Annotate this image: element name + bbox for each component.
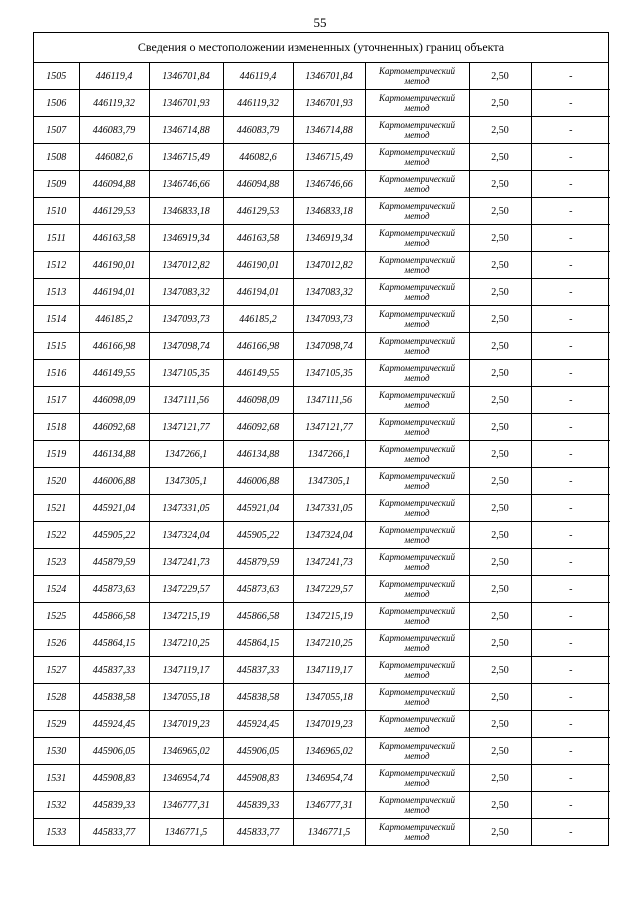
precision-cell: 2,50 (469, 522, 531, 549)
refined-y-cell: 1346746,66 (293, 171, 365, 198)
table-row (34, 657, 610, 684)
existing-y-cell: 1347324,04 (149, 522, 223, 549)
note-cell: - (531, 387, 610, 414)
method-cell: Картометрический метод (365, 171, 469, 198)
existing-y-cell: 1347121,77 (149, 414, 223, 441)
point-number-cell: 1514 (34, 306, 79, 333)
point-number-cell: 1524 (34, 576, 79, 603)
refined-x-cell: 445837,33 (223, 657, 293, 684)
existing-y-cell: 1347210,25 (149, 630, 223, 657)
point-number-cell: 1517 (34, 387, 79, 414)
method-cell: Картометрический метод (365, 468, 469, 495)
table-body (34, 63, 610, 845)
refined-y-cell: 1347305,1 (293, 468, 365, 495)
existing-y-cell: 1347083,32 (149, 279, 223, 306)
table-row (34, 468, 610, 495)
refined-x-cell: 445866,58 (223, 603, 293, 630)
note-cell: - (531, 549, 610, 576)
precision-cell: 2,50 (469, 711, 531, 738)
existing-x-cell: 445879,59 (79, 549, 149, 576)
note-cell: - (531, 306, 610, 333)
point-number-cell: 1512 (34, 252, 79, 279)
point-number-cell: 1520 (34, 468, 79, 495)
refined-y-cell: 1346833,18 (293, 198, 365, 225)
method-cell: Картометрический метод (365, 549, 469, 576)
table-row (34, 819, 610, 846)
existing-x-cell: 446082,6 (79, 144, 149, 171)
method-cell: Картометрический метод (365, 360, 469, 387)
refined-x-cell: 445921,04 (223, 495, 293, 522)
refined-y-cell: 1346701,93 (293, 90, 365, 117)
refined-x-cell: 446082,6 (223, 144, 293, 171)
refined-y-cell: 1346954,74 (293, 765, 365, 792)
existing-y-cell: 1347305,1 (149, 468, 223, 495)
existing-x-cell: 446185,2 (79, 306, 149, 333)
existing-y-cell: 1347241,73 (149, 549, 223, 576)
table-row (34, 279, 610, 306)
method-cell: Картометрический метод (365, 225, 469, 252)
point-number-cell: 1522 (34, 522, 79, 549)
method-cell: Картометрический метод (365, 765, 469, 792)
existing-x-cell: 446006,88 (79, 468, 149, 495)
point-number-cell: 1521 (34, 495, 79, 522)
table-row (34, 414, 610, 441)
table-row (34, 792, 610, 819)
existing-y-cell: 1347098,74 (149, 333, 223, 360)
existing-x-cell: 445833,77 (79, 819, 149, 846)
existing-x-cell: 445924,45 (79, 711, 149, 738)
existing-y-cell: 1346771,5 (149, 819, 223, 846)
precision-cell: 2,50 (469, 495, 531, 522)
precision-cell: 2,50 (469, 306, 531, 333)
existing-y-cell: 1347111,56 (149, 387, 223, 414)
precision-cell: 2,50 (469, 765, 531, 792)
refined-x-cell: 445879,59 (223, 549, 293, 576)
precision-cell: 2,50 (469, 441, 531, 468)
refined-x-cell: 446006,88 (223, 468, 293, 495)
note-cell: - (531, 333, 610, 360)
existing-x-cell: 445908,83 (79, 765, 149, 792)
method-cell: Картометрический метод (365, 63, 469, 90)
existing-y-cell: 1347229,57 (149, 576, 223, 603)
note-cell: - (531, 279, 610, 306)
note-cell: - (531, 657, 610, 684)
refined-x-cell: 445838,58 (223, 684, 293, 711)
table-row (34, 549, 610, 576)
existing-x-cell: 446190,01 (79, 252, 149, 279)
existing-y-cell: 1346701,84 (149, 63, 223, 90)
point-number-cell: 1525 (34, 603, 79, 630)
existing-x-cell: 446149,55 (79, 360, 149, 387)
table-row (34, 360, 610, 387)
existing-y-cell: 1346954,74 (149, 765, 223, 792)
table-row (34, 144, 610, 171)
table-row (34, 441, 610, 468)
existing-x-cell: 446119,32 (79, 90, 149, 117)
refined-y-cell: 1346715,49 (293, 144, 365, 171)
point-number-cell: 1526 (34, 630, 79, 657)
precision-cell: 2,50 (469, 279, 531, 306)
table-title: Сведения о местоположении измененных (уточненных) границ объекта (34, 33, 608, 63)
note-cell: - (531, 711, 610, 738)
existing-x-cell: 445837,33 (79, 657, 149, 684)
precision-cell: 2,50 (469, 414, 531, 441)
precision-cell: 2,50 (469, 603, 531, 630)
precision-cell: 2,50 (469, 576, 531, 603)
precision-cell: 2,50 (469, 387, 531, 414)
point-number-cell: 1519 (34, 441, 79, 468)
existing-y-cell: 1346919,34 (149, 225, 223, 252)
point-number-cell: 1533 (34, 819, 79, 846)
point-number-cell: 1513 (34, 279, 79, 306)
refined-x-cell: 446166,98 (223, 333, 293, 360)
precision-cell: 2,50 (469, 225, 531, 252)
precision-cell: 2,50 (469, 738, 531, 765)
precision-cell: 2,50 (469, 630, 531, 657)
refined-y-cell: 1346777,31 (293, 792, 365, 819)
table-row (34, 765, 610, 792)
method-cell: Картометрический метод (365, 90, 469, 117)
note-cell: - (531, 252, 610, 279)
existing-y-cell: 1346714,88 (149, 117, 223, 144)
refined-y-cell: 1346701,84 (293, 63, 365, 90)
point-number-cell: 1507 (34, 117, 79, 144)
existing-x-cell: 445906,05 (79, 738, 149, 765)
precision-cell: 2,50 (469, 117, 531, 144)
existing-y-cell: 1346715,49 (149, 144, 223, 171)
existing-x-cell: 445838,58 (79, 684, 149, 711)
point-number-cell: 1515 (34, 333, 79, 360)
method-cell: Картометрический метод (365, 657, 469, 684)
refined-x-cell: 446098,09 (223, 387, 293, 414)
refined-x-cell: 445873,63 (223, 576, 293, 603)
precision-cell: 2,50 (469, 657, 531, 684)
point-number-cell: 1508 (34, 144, 79, 171)
existing-x-cell: 445921,04 (79, 495, 149, 522)
existing-y-cell: 1346965,02 (149, 738, 223, 765)
method-cell: Картометрический метод (365, 117, 469, 144)
method-cell: Картометрический метод (365, 306, 469, 333)
refined-y-cell: 1347121,77 (293, 414, 365, 441)
refined-y-cell: 1347331,05 (293, 495, 365, 522)
point-number-cell: 1505 (34, 63, 79, 90)
existing-x-cell: 446092,68 (79, 414, 149, 441)
point-number-cell: 1511 (34, 225, 79, 252)
point-number-cell: 1531 (34, 765, 79, 792)
note-cell: - (531, 603, 610, 630)
existing-y-cell: 1347019,23 (149, 711, 223, 738)
existing-x-cell: 445839,33 (79, 792, 149, 819)
existing-y-cell: 1347105,35 (149, 360, 223, 387)
refined-x-cell: 446185,2 (223, 306, 293, 333)
note-cell: - (531, 225, 610, 252)
note-cell: - (531, 495, 610, 522)
point-number-cell: 1523 (34, 549, 79, 576)
note-cell: - (531, 576, 610, 603)
precision-cell: 2,50 (469, 468, 531, 495)
table-row (34, 630, 610, 657)
table-row (34, 252, 610, 279)
existing-y-cell: 1346777,31 (149, 792, 223, 819)
precision-cell: 2,50 (469, 360, 531, 387)
note-cell: - (531, 819, 610, 846)
table-row (34, 522, 610, 549)
existing-x-cell: 446166,98 (79, 333, 149, 360)
precision-cell: 2,50 (469, 144, 531, 171)
method-cell: Картометрический метод (365, 333, 469, 360)
note-cell: - (531, 414, 610, 441)
note-cell: - (531, 198, 610, 225)
table-row (34, 198, 610, 225)
method-cell: Картометрический метод (365, 441, 469, 468)
refined-x-cell: 445864,15 (223, 630, 293, 657)
point-number-cell: 1506 (34, 90, 79, 117)
note-cell: - (531, 630, 610, 657)
existing-y-cell: 1346701,93 (149, 90, 223, 117)
table-row (34, 738, 610, 765)
refined-x-cell: 445839,33 (223, 792, 293, 819)
point-number-cell: 1532 (34, 792, 79, 819)
method-cell: Картометрический метод (365, 522, 469, 549)
refined-x-cell: 445908,83 (223, 765, 293, 792)
note-cell: - (531, 468, 610, 495)
method-cell: Картометрический метод (365, 711, 469, 738)
method-cell: Картометрический метод (365, 819, 469, 846)
boundary-table-sheet (33, 32, 609, 846)
existing-x-cell: 446134,88 (79, 441, 149, 468)
point-number-cell: 1530 (34, 738, 79, 765)
refined-y-cell: 1347229,57 (293, 576, 365, 603)
existing-x-cell: 446119,4 (79, 63, 149, 90)
method-cell: Картометрический метод (365, 738, 469, 765)
note-cell: - (531, 144, 610, 171)
refined-y-cell: 1347093,73 (293, 306, 365, 333)
method-cell: Картометрический метод (365, 252, 469, 279)
refined-y-cell: 1347019,23 (293, 711, 365, 738)
method-cell: Картометрический метод (365, 279, 469, 306)
refined-y-cell: 1346965,02 (293, 738, 365, 765)
existing-y-cell: 1347012,82 (149, 252, 223, 279)
note-cell: - (531, 171, 610, 198)
precision-cell: 2,50 (469, 198, 531, 225)
precision-cell: 2,50 (469, 549, 531, 576)
note-cell: - (531, 792, 610, 819)
method-cell: Картометрический метод (365, 630, 469, 657)
refined-y-cell: 1347324,04 (293, 522, 365, 549)
point-number-cell: 1518 (34, 414, 79, 441)
refined-x-cell: 446129,53 (223, 198, 293, 225)
refined-y-cell: 1347215,19 (293, 603, 365, 630)
precision-cell: 2,50 (469, 684, 531, 711)
point-number-cell: 1528 (34, 684, 79, 711)
refined-y-cell: 1347098,74 (293, 333, 365, 360)
refined-y-cell: 1347119,17 (293, 657, 365, 684)
coordinates-table (34, 63, 610, 845)
table-row (34, 684, 610, 711)
table-row (34, 603, 610, 630)
existing-y-cell: 1346746,66 (149, 171, 223, 198)
refined-x-cell: 446163,58 (223, 225, 293, 252)
refined-x-cell: 445905,22 (223, 522, 293, 549)
precision-cell: 2,50 (469, 171, 531, 198)
existing-y-cell: 1347119,17 (149, 657, 223, 684)
method-cell: Картометрический метод (365, 603, 469, 630)
precision-cell: 2,50 (469, 252, 531, 279)
method-cell: Картометрический метод (365, 144, 469, 171)
note-cell: - (531, 684, 610, 711)
table-row (34, 387, 610, 414)
point-number-cell: 1527 (34, 657, 79, 684)
note-cell: - (531, 117, 610, 144)
refined-y-cell: 1347210,25 (293, 630, 365, 657)
existing-x-cell: 446083,79 (79, 117, 149, 144)
note-cell: - (531, 90, 610, 117)
existing-x-cell: 446098,09 (79, 387, 149, 414)
note-cell: - (531, 522, 610, 549)
note-cell: - (531, 738, 610, 765)
refined-x-cell: 445924,45 (223, 711, 293, 738)
method-cell: Картометрический метод (365, 495, 469, 522)
method-cell: Картометрический метод (365, 684, 469, 711)
refined-y-cell: 1347055,18 (293, 684, 365, 711)
table-row (34, 333, 610, 360)
refined-x-cell: 446134,88 (223, 441, 293, 468)
table-row (34, 306, 610, 333)
refined-x-cell: 446149,55 (223, 360, 293, 387)
refined-y-cell: 1346771,5 (293, 819, 365, 846)
existing-x-cell: 446163,58 (79, 225, 149, 252)
existing-x-cell: 446129,53 (79, 198, 149, 225)
page-number: 55 (313, 15, 327, 30)
existing-y-cell: 1347093,73 (149, 306, 223, 333)
refined-x-cell: 446194,01 (223, 279, 293, 306)
note-cell: - (531, 441, 610, 468)
note-cell: - (531, 765, 610, 792)
table-row (34, 63, 610, 90)
precision-cell: 2,50 (469, 90, 531, 117)
existing-x-cell: 446194,01 (79, 279, 149, 306)
refined-y-cell: 1347105,35 (293, 360, 365, 387)
refined-x-cell: 446083,79 (223, 117, 293, 144)
refined-x-cell: 446119,4 (223, 63, 293, 90)
point-number-cell: 1516 (34, 360, 79, 387)
existing-x-cell: 445905,22 (79, 522, 149, 549)
method-cell: Картометрический метод (365, 414, 469, 441)
table-row (34, 711, 610, 738)
refined-x-cell: 446094,88 (223, 171, 293, 198)
refined-x-cell: 446190,01 (223, 252, 293, 279)
refined-y-cell: 1347111,56 (293, 387, 365, 414)
table-row (34, 90, 610, 117)
table-row (34, 495, 610, 522)
refined-y-cell: 1347266,1 (293, 441, 365, 468)
precision-cell: 2,50 (469, 792, 531, 819)
precision-cell: 2,50 (469, 333, 531, 360)
table-row (34, 171, 610, 198)
existing-y-cell: 1347215,19 (149, 603, 223, 630)
existing-x-cell: 445864,15 (79, 630, 149, 657)
existing-y-cell: 1347266,1 (149, 441, 223, 468)
existing-y-cell: 1346833,18 (149, 198, 223, 225)
note-cell: - (531, 63, 610, 90)
precision-cell: 2,50 (469, 819, 531, 846)
method-cell: Картометрический метод (365, 387, 469, 414)
refined-y-cell: 1347012,82 (293, 252, 365, 279)
table-row (34, 117, 610, 144)
point-number-cell: 1509 (34, 171, 79, 198)
note-cell: - (531, 360, 610, 387)
refined-x-cell: 446092,68 (223, 414, 293, 441)
existing-x-cell: 445866,58 (79, 603, 149, 630)
refined-y-cell: 1347083,32 (293, 279, 365, 306)
existing-y-cell: 1347055,18 (149, 684, 223, 711)
refined-y-cell: 1346714,88 (293, 117, 365, 144)
existing-x-cell: 445873,63 (79, 576, 149, 603)
method-cell: Картометрический метод (365, 198, 469, 225)
method-cell: Картометрический метод (365, 576, 469, 603)
point-number-cell: 1510 (34, 198, 79, 225)
refined-y-cell: 1346919,34 (293, 225, 365, 252)
refined-x-cell: 446119,32 (223, 90, 293, 117)
existing-y-cell: 1347331,05 (149, 495, 223, 522)
table-row (34, 576, 610, 603)
existing-x-cell: 446094,88 (79, 171, 149, 198)
refined-x-cell: 445906,05 (223, 738, 293, 765)
point-number-cell: 1529 (34, 711, 79, 738)
refined-x-cell: 445833,77 (223, 819, 293, 846)
refined-y-cell: 1347241,73 (293, 549, 365, 576)
table-row (34, 225, 610, 252)
method-cell: Картометрический метод (365, 792, 469, 819)
precision-cell: 2,50 (469, 63, 531, 90)
